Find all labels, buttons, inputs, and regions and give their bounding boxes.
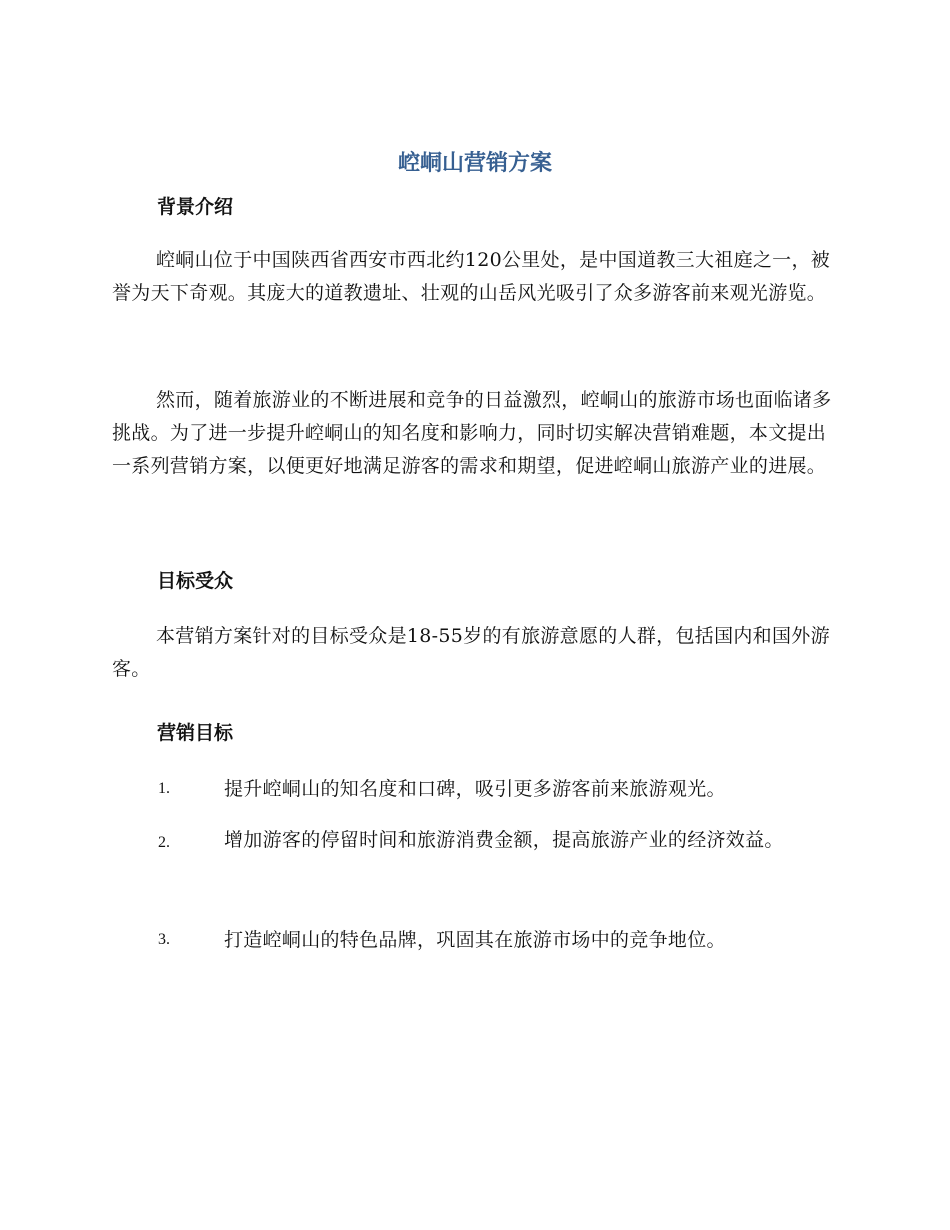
section-heading-audience: 目标受众 [157, 570, 234, 592]
list-number: 2. [158, 834, 170, 851]
audience-paragraph: 本营销方案针对的目标受众是18-55岁的有旅游意愿的人群，包括国内和国外游客。 [112, 625, 830, 680]
list-text: 提升崆峒山的知名度和口碑，吸引更多游客前来旅游观光。 [224, 778, 726, 800]
document-title: 崆峒山营销方案 [397, 151, 552, 176]
goal-list-item-1 [112, 767, 832, 811]
goal-list-item-2 [112, 821, 832, 859]
goal-list-item-3 [112, 918, 832, 962]
section-heading-goals: 营销目标 [157, 722, 234, 744]
list-number: 3. [158, 931, 170, 948]
list-text: 增加游客的停留时间和旅游消费金额，提高旅游产业的经济效益。 [224, 829, 784, 851]
list-number: 1. [158, 780, 170, 797]
list-text: 打造崆峒山的特色品牌，巩固其在旅游市场中的竞争地位。 [224, 929, 726, 951]
section-heading-background: 背景介绍 [157, 196, 234, 218]
background-paragraph-1: 崆峒山位于中国陕西省西安市西北约120公里处，是中国道教三大祖庭之一，被誉为天下奇观。其庞大的道教遗址、壮观的山岳风光吸引了众多游客前来观光游览。 [112, 249, 831, 304]
background-paragraph-2: 然而，随着旅游业的不断进展和竞争的日益激烈，崆峒山的旅游市场也面临诸多挑战。为了进一步提升崆峒山的知名度和影响力，同时切实解决营销难题，本文提出一系列营销方案，以便更好地满足游客的需求和期望，促进崆峒山旅游产业的进展。 [112, 389, 832, 477]
